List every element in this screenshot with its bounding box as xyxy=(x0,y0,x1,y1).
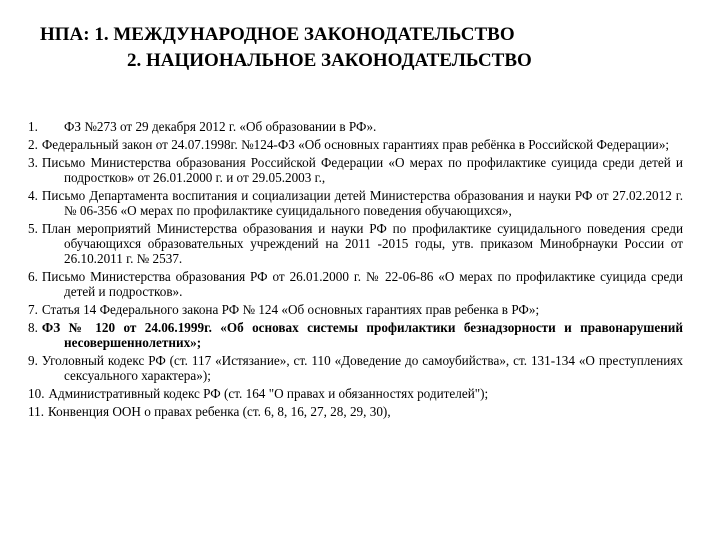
list-item xyxy=(28,188,683,218)
list-item-text: ФЗ №273 от 29 декабря 2012 г. «Об образовании в РФ». xyxy=(64,119,377,134)
list-item xyxy=(28,221,683,266)
list-item xyxy=(28,269,683,299)
list-item-text: Статья 14 Федерального закона РФ № 124 «Об основных гарантиях прав ребенка в РФ»; xyxy=(41,302,540,317)
list-item-text: Уголовный кодекс РФ (ст. 117 «Истязание», ст. 110 «Доведение до самоубийства», ст. 131-134 «О преступлениях сексуального характера»); xyxy=(41,353,683,383)
list-item xyxy=(28,386,683,401)
list-item-text: План мероприятий Министерства образования и науки РФ по профилактике суицидального поведения среди обучающихся образовательных учреждений на 2011 -2015 годы, утв. приказом Минобрнауки России от 26.10.2011 г. № 2537. xyxy=(41,221,683,266)
list-item-text: Федеральный закон от 24.07.1998г. №124-ФЗ «Об основных гарантиях прав ребёнка в Российской Федерации»; xyxy=(41,137,670,152)
list-item-text: Письмо Департамента воспитания и социализации детей Министерства образования и науки РФ от 27.02.2012 г. № 06-356 «О мерах по профилактике суицидального поведения обучающихся», xyxy=(41,188,683,218)
title-line-1: НПА: 1. МЕЖДУНАРОДНОЕ ЗАКОНОДАТЕЛЬСТВО xyxy=(40,24,515,45)
list-item-text: ФЗ № 120 от 24.06.1999г. «Об основах системы профилактики безнадзорности и правонарушений несовершеннолетних»; xyxy=(41,320,683,350)
slide-title xyxy=(40,22,700,74)
list-item-number: 10. xyxy=(28,386,45,401)
list-item-number: 6. xyxy=(28,269,38,284)
list-item xyxy=(28,137,683,152)
list-item xyxy=(28,404,683,419)
legal-acts-list xyxy=(28,119,683,422)
list-item-text: Письмо Министерства образования Российской Федерации «О мерах по профилактике суицида среди детей и подростков» от 26.01.2000 г. и от 29.05.2003 г., xyxy=(41,155,683,185)
list-item-number: 4. xyxy=(28,188,38,203)
list-item-number: 1. xyxy=(28,119,38,134)
list-item-number: 9. xyxy=(28,353,38,368)
list-item-number: 2. xyxy=(28,137,38,152)
list-item xyxy=(28,302,683,317)
list-item xyxy=(28,320,683,350)
list-item-number: 8. xyxy=(28,320,38,335)
title-line-2: 2. НАЦИОНАЛЬНОЕ ЗАКОНОДАТЕЛЬСТВО xyxy=(127,50,532,71)
list-item-text: Письмо Министерства образования РФ от 26.01.2000 г. № 22-06-86 «О мерах по профилактике суицида среди детей и подростков». xyxy=(41,269,683,299)
list-item-number: 5. xyxy=(28,221,38,236)
list-item-text: Административный кодекс РФ (ст. 164 "О правах и обязанностях родителей"); xyxy=(48,386,489,401)
list-item xyxy=(28,119,683,134)
list-item-number: 7. xyxy=(28,302,38,317)
list-item-number: 3. xyxy=(28,155,38,170)
list-item-text: Конвенция ООН о правах ребенка (ст. 6, 8, 16, 27, 28, 29, 30), xyxy=(48,404,391,419)
list-item-number: 11. xyxy=(28,404,44,419)
list-item xyxy=(28,353,683,383)
list-item xyxy=(28,155,683,185)
